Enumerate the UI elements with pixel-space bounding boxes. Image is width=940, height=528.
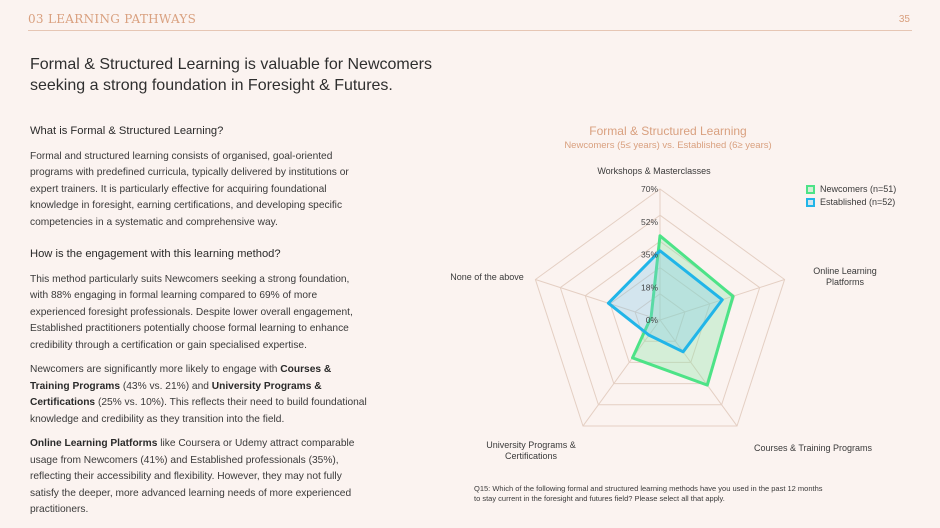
chart-title: Formal & Structured Learning bbox=[589, 124, 747, 138]
text-run: (25% vs. 10%). This reflects their need to build foundational knowledge and credibility as they transition into the field. bbox=[30, 397, 367, 425]
axis-label: Courses & Training Programs bbox=[753, 443, 873, 453]
paragraph-engagement: This method particularly suits Newcomers seeking a strong foundation, with 88% engaging in formal learning compared to 69% of more experienced foresight professionals. Despite lower overall engagement, Established practitioners potentially choose formal learning to enhance credibility through a certification or gain specialised expertise. bbox=[30, 273, 353, 351]
survey-footnote: Q15: Which of the following formal and structured learning methods have you used in the past 12 months to stay current in the foresight and futures field? Please select all that apply. bbox=[474, 484, 823, 503]
body-column bbox=[30, 123, 370, 527]
axis-label: Workshops & Masterclasses bbox=[597, 166, 711, 176]
chart-subtitle: Newcomers (5≤ years) vs. Established (6≥ years) bbox=[564, 140, 772, 151]
paragraph-newcomers bbox=[30, 362, 370, 428]
axis-label: Online Learning bbox=[813, 266, 877, 276]
axis-label: None of the above bbox=[450, 272, 524, 282]
text-run: (43% vs. 21%) and bbox=[120, 380, 212, 392]
text-run: like Coursera or Udemy attract comparable usage from Newcomers (41%) and Established professionals (35%), reflecting their accessibility and flexibility. However, they may not fully satisfy the deeper, more advanced learning needs of more experienced practitioners. bbox=[30, 438, 355, 515]
axis-label: Platforms bbox=[825, 277, 865, 287]
bold-university: University Programs & Certifications bbox=[30, 380, 322, 408]
page-title: Formal & Structured Learning is valuable for Newcomers seeking a strong foundation in Foresight & Futures. bbox=[30, 56, 432, 94]
bold-courses: Courses & Training Programs bbox=[30, 364, 332, 392]
tick-label: 70% bbox=[640, 184, 658, 194]
tick-label: 35% bbox=[640, 249, 658, 260]
bold-online: Online Learning Platforms bbox=[30, 438, 158, 449]
header-divider bbox=[28, 30, 912, 31]
axis-label: Certifications bbox=[504, 451, 558, 461]
tick-label: 52% bbox=[640, 216, 658, 227]
text-run: Newcomers are significantly more likely to engage with bbox=[30, 364, 281, 375]
question-heading-1: What is Formal & Structured Learning? bbox=[30, 125, 224, 137]
section-header: 03 LEARNING PATHWAYS bbox=[28, 12, 197, 26]
tick-label: 0% bbox=[645, 315, 658, 325]
legend-swatch-newcomers bbox=[806, 185, 815, 194]
legend-item-newcomers bbox=[806, 184, 896, 194]
question-heading-2: How is the engagement with this learning method? bbox=[30, 248, 281, 260]
page-number: 35 bbox=[898, 14, 910, 25]
paragraph-online bbox=[30, 436, 370, 519]
legend-swatch-established bbox=[806, 198, 815, 207]
legend-label: Newcomers (n=51) bbox=[820, 184, 897, 194]
axis-label: University Programs & bbox=[486, 440, 576, 450]
legend-label: Established (n=52) bbox=[820, 197, 896, 207]
chart-legend bbox=[806, 184, 896, 210]
legend-item-established bbox=[806, 197, 896, 207]
paragraph-definition: Formal and structured learning consists of organised, goal-oriented programs with predefined curricula, typically delivered by institutions or expert trainers. It is particularly effective for acquiring foundational knowledge in foresight, earning certifications, and developing specific competencies in a systematic and comprehensive way. bbox=[30, 150, 349, 228]
tick-label: 18% bbox=[640, 282, 658, 293]
